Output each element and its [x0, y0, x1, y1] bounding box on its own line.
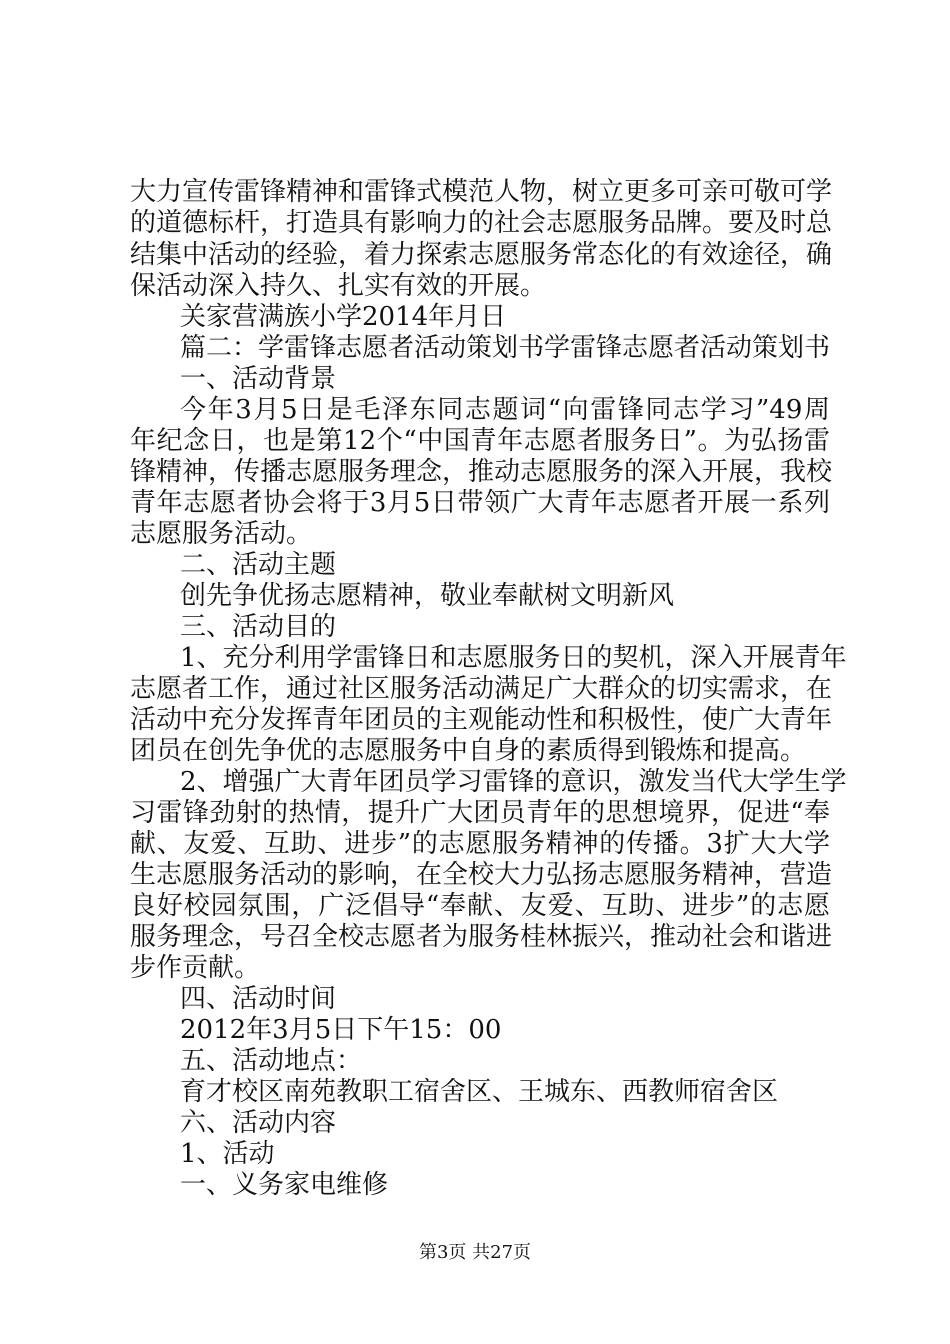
location-text: 育才校区南苑教职工宿舍区、王城东、西教师宿舍区 [180, 1077, 779, 1107]
body-text-line: 活动中充分发挥青年团员的主观能动性和积极性，使广大青年 [130, 705, 833, 735]
body-text-line: 的道德标杆，打造具有影响力的社会志愿服务品牌。要及时总 [130, 208, 833, 238]
body-text-line: 保活动深入持久、扎实有效的开展。 [130, 271, 547, 301]
body-text-line: 结集中活动的经验，着力探索志愿服务常态化的有效途径，确 [130, 240, 833, 270]
body-text-line: 年纪念日，也是第12个“中国青年志愿者服务日”。为弘扬雷 [130, 426, 830, 456]
body-text-line: 献、友爱、互助、进步”的志愿服务精神的传播。3扩大大学 [130, 829, 830, 859]
body-text-line: 1、充分利用学雷锋日和志愿服务日的契机，深入开展青年 [180, 643, 847, 673]
signature-line: 关家营满族小学2014年月日 [180, 302, 507, 332]
body-text-line: 志愿者工作，通过社区服务活动满足广大群众的切实需求，在 [130, 674, 833, 704]
body-text-line: 生志愿服务活动的影响，在全校大力弘扬志愿服务精神，营造 [130, 860, 833, 890]
heading-purpose: 三、活动目的 [180, 612, 337, 642]
heading-location: 五、活动地点： [180, 1046, 363, 1076]
body-text-line: 良好校园氛围，广泛倡导“奉献、友爱、互助、进步”的志愿 [130, 891, 830, 921]
body-text-line: 锋精神，传播志愿服务理念，推动志愿服务的深入开展，我校 [130, 457, 833, 487]
body-text-line: 步作贡献。 [130, 953, 261, 983]
heading-time: 四、活动时间 [180, 984, 337, 1014]
section-title: 篇二：学雷锋志愿者活动策划书学雷锋志愿者活动策划书 [180, 333, 831, 363]
heading-background: 一、活动背景 [180, 364, 337, 394]
body-text-line: 青年志愿者协会将于3月5日带领广大青年志愿者开展一系列 [130, 488, 830, 518]
body-text-line: 服务理念，号召全校志愿者为服务桂林振兴，推动社会和谐进 [130, 922, 833, 952]
heading-content: 六、活动内容 [180, 1108, 337, 1138]
body-text-line: 志愿服务活动。 [130, 519, 313, 549]
time-text: 2012年3月5日下午15：00 [180, 1015, 502, 1045]
body-text-line: 今年3月5日是毛泽东同志题词“向雷锋同志学习”49周 [180, 395, 830, 425]
page-number-footer: 第3页 共27页 [418, 1242, 532, 1263]
content-item: 一、义务家电维修 [180, 1170, 389, 1200]
heading-theme: 二、活动主题 [180, 550, 337, 580]
body-text-line: 习雷锋劲射的热情，提升广大团员青年的思想境界，促进“奉 [130, 798, 830, 828]
body-text-line: 大力宣传雷锋精神和雷锋式模范人物，树立更多可亲可敬可学 [130, 177, 833, 207]
content-item: 1、活动 [180, 1139, 275, 1169]
body-text-line: 团员在创先争优的志愿服务中自身的素质得到锻炼和提高。 [130, 736, 807, 766]
body-text-line: 2、增强广大青年团员学习雷锋的意识，激发当代大学生学 [180, 767, 847, 797]
theme-text: 创先争优扬志愿精神，敬业奉献树文明新风 [180, 581, 675, 611]
